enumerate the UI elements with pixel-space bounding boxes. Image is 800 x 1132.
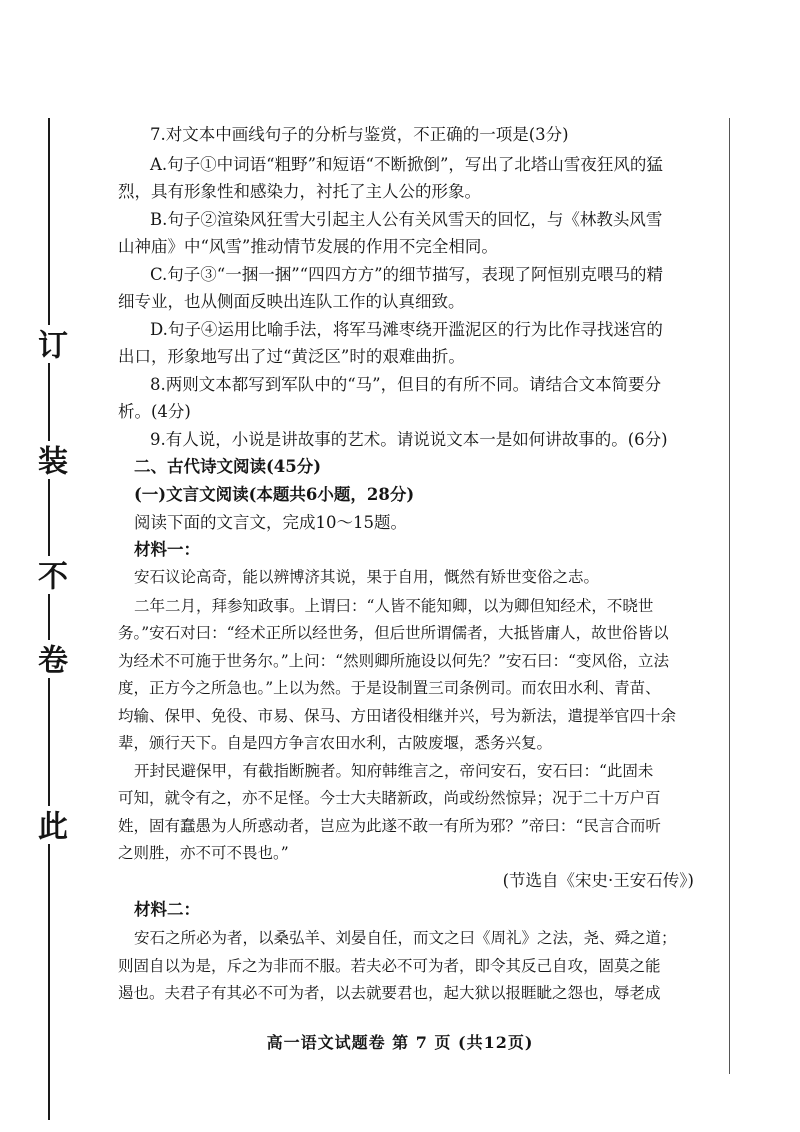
- option-a-line-1: A.句子①中词语“粗野”和短语“不断掀倒”，写出了北塔山雪夜狂风的猛: [150, 155, 663, 174]
- option-c-line-2: 细专业，也从侧面反映出连队工作的认真细致。: [118, 292, 465, 311]
- right-margin-line: [729, 118, 730, 1074]
- material-2-line: 遏也。夫君子有其必不可为者，以去就要君也，起大狱以报睚眦之怨也，辱老成: [118, 984, 661, 1002]
- option-b-line-2: 山神庙》中“风雪”推动情节发展的作用不完全相同。: [118, 237, 498, 256]
- option-b-line-1: B.句子②渲染风狂雪大引起主人公有关风雪天的回忆，与《林教头风雪: [150, 210, 663, 229]
- binding-char: 此: [30, 806, 68, 844]
- material-1-label: 材料一：: [134, 540, 200, 559]
- material-1-line: 可知，就令有之，亦不足怪。今士大夫睹新政，尚或纷然惊异；况于二十万户百: [118, 789, 661, 807]
- option-c-line-1: C.句子③“一捆一捆”“四四方方”的细节描写，表现了阿恒别克喂马的精: [150, 265, 664, 284]
- binding-line: [48, 118, 50, 1120]
- question-9: 9.有人说，小说是讲故事的艺术。请说说文本一是如何讲故事的。(6分): [150, 430, 668, 449]
- material-2-line: 则固自以为是，斥之为非而不服。若夫必不可为者，即令其反己自攻，固莫之能: [118, 957, 661, 975]
- material-1-line: 务。”安石对曰：“经术正所以经世务，但后世所谓儒者，大抵皆庸人，故世俗皆以: [118, 624, 669, 642]
- section-title: 二、古代诗文阅读(45分): [134, 457, 322, 476]
- material-1-line: 之则胜，亦不可不畏也。”: [118, 844, 289, 862]
- page-footer: [0, 1030, 800, 1053]
- material-1-line: 为经术不可施于世务尔。”上问：“然则卿所施设以何先？”安石曰：“变风俗，立法: [118, 652, 669, 670]
- subsection-title: (一)文言文阅读(本题共6小题，28分): [134, 485, 415, 504]
- binding-char: 不: [30, 556, 68, 594]
- material-1-line: 二年二月，拜参知政事。上谓曰：“人皆不能知卿，以为卿但知经术，不晓世: [134, 597, 654, 615]
- material-1-line: 均输、保甲、免役、市易、保马、方田诸役相继并兴，号为新法，遣提举官四十余: [118, 707, 677, 725]
- material-1-line: 姓，固有蠢愚为人所惑动者，岂应为此遂不敢一有所为邪？”帝曰：“民言合而听: [118, 817, 661, 835]
- material-1-line: 辈，颁行天下。自是四方争言农田水利，古陂废堰，悉务兴复。: [118, 734, 553, 752]
- option-d-line-1: D.句子④运用比喻手法，将军马滩枣绕开滥泥区的行为比作寻找迷宫的: [150, 320, 663, 339]
- section-instruction: 阅读下面的文言文，完成10～15题。: [134, 513, 407, 532]
- material-1-line: 开封民避保甲，有截指断腕者。知府韩维言之，帝问安石，安石曰：“此固未: [134, 762, 654, 780]
- option-a-line-2: 烈，具有形象性和感染力，衬托了主人公的形象。: [118, 182, 481, 201]
- binding-char: 订: [30, 325, 68, 363]
- question-8-line-1: 8.两则文本都写到军队中的“马”，但目的有所不同。请结合文本简要分: [150, 375, 662, 394]
- binding-char: 装: [30, 441, 68, 479]
- question-7-stem: 7.对文本中画线句子的分析与鉴赏，不正确的一项是(3分): [150, 125, 569, 144]
- question-8-line-2: 析。(4分): [118, 402, 191, 421]
- option-d-line-2: 出口，形象地写出了过“黄泛区”时的艰难曲折。: [118, 347, 465, 366]
- material-2-line: 安石之所必为者，以桑弘羊、刘晏自任，而文之曰《周礼》之法，尧、舜之道；: [134, 929, 677, 947]
- material-1-line: 度，正方今之所急也。”上以为然。于是设制置三司条例司。而农田水利、青苗、: [118, 679, 661, 697]
- material-1-line: 安石议论高奇，能以辨博济其说，果于自用，慨然有矫世变俗之志。: [134, 568, 600, 586]
- footer-text: 高一语文试题卷 第 7 页 (共12页): [266, 1033, 534, 1052]
- material-1-source: (节选自《宋史·王安石传》): [502, 871, 694, 890]
- material-2-label: 材料二：: [134, 900, 200, 919]
- binding-char: 卷: [30, 640, 68, 678]
